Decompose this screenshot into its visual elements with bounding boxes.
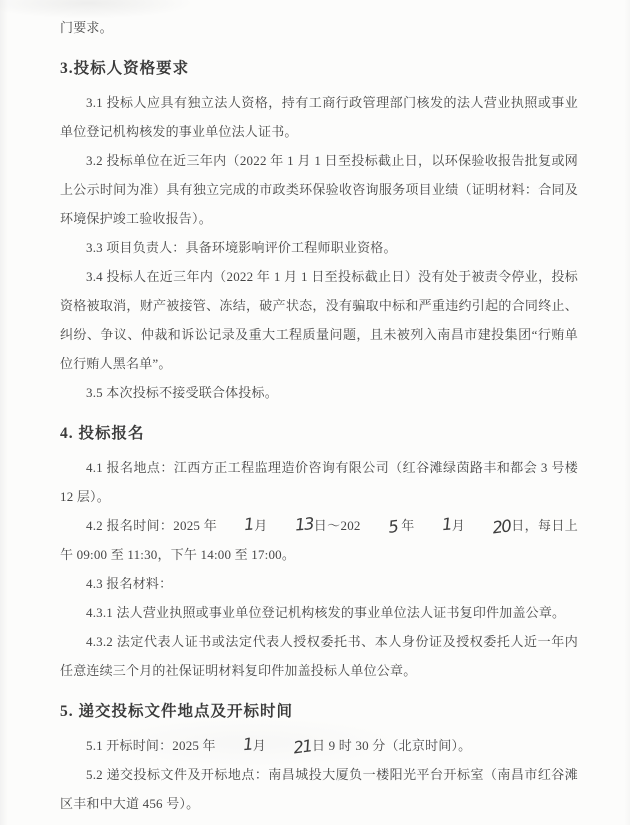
section-3-heading: 3.投标人资格要求 bbox=[60, 60, 190, 77]
section-4-heading: 4. 投标报名 bbox=[60, 425, 145, 442]
handwritten-month-start: 1 bbox=[243, 514, 254, 535]
para-3-2: 3.2 投标单位在近三年内（2022 年 1 月 1 日至投标截止日，以环保验收报告批复或网上公示时间为准）具有独立完成的市政类环保验收咨询服务项目业绩（证明材料：合同及环境保护竣工验收报告）。 bbox=[60, 153, 578, 226]
para-4-2-mid3: 年 bbox=[397, 518, 415, 533]
handwritten-open-month: 1 bbox=[241, 734, 253, 755]
para-4-2-mid2: 日～202 bbox=[313, 518, 361, 533]
handwritten-month-end: 1 bbox=[440, 514, 452, 535]
para-4-2-lead: 4.2 报名时间：2025 年 bbox=[86, 518, 218, 533]
handwritten-year-digit: 5 bbox=[386, 516, 399, 537]
para-3-3: 3.3 项目负责人：具备环境影响评价工程师职业资格。 bbox=[86, 240, 397, 255]
para-5-2: 5.2 递交投标文件及开标地点：南昌城投大厦负一楼阳光平台开标室（南昌市红谷滩区丰和中大道 456 号）。 bbox=[60, 767, 578, 811]
para-5-1-mid1: 月 bbox=[252, 738, 266, 753]
para-4-2-tail: 日，每日上午 09:00 至 11:30，下午 14:00 至 17:00。 bbox=[60, 518, 578, 562]
para-3-5: 3.5 本次投标不接受联合体投标。 bbox=[86, 385, 278, 400]
handwritten-open-day: 21 bbox=[292, 736, 313, 758]
para-4-2-mid1: 月 bbox=[254, 518, 268, 533]
para-5-1-lead: 5.1 开标时间：2025 年 bbox=[86, 738, 216, 753]
section-5-heading: 5. 递交投标文件地点及开标时间 bbox=[60, 703, 294, 720]
para-4-3-1: 4.3.1 法人营业执照或事业单位登记机构核发的事业单位法人证书复印件加盖公章。 bbox=[86, 605, 566, 620]
para-5-1 bbox=[60, 731, 578, 760]
handwritten-day-start: 13 bbox=[293, 514, 314, 535]
para-4-2 bbox=[60, 511, 578, 569]
para-3-1: 3.1 投标人应具有独立法人资格，持有工商行政管理部门核发的法人营业执照或事业单位登记机构核发的事业单位法人证书。 bbox=[60, 95, 578, 139]
handwritten-day-end: 20 bbox=[491, 516, 512, 538]
continuation-line: 门要求。 bbox=[60, 20, 113, 35]
para-4-3: 4.3 报名材料： bbox=[86, 576, 173, 591]
para-4-2-mid4: 月 bbox=[451, 518, 466, 533]
para-4-3-2: 4.3.2 法定代表人证书或法定代表人授权委托书、本人身份证及授权委托人近一年内任意连续三个月的社保证明材料复印件加盖投标人单位公章。 bbox=[60, 634, 578, 678]
para-5-1-tail: 日 9 时 30 分（北京时间）。 bbox=[311, 738, 472, 753]
para-4-1: 4.1 报名地点：江西方正工程监理造价咨询有限公司（红谷滩绿茵路丰和都会 3 号楼 12 层）。 bbox=[60, 460, 578, 504]
para-3-4: 3.4 投标人在近三年内（2022 年 1 月 1 日至投标截止日）没有处于被责令停业，投标资格被取消，财产被接管、冻结，破产状态，没有骗取中标和严重违约引起的合同终止、纠纷、争议、仲裁和诉讼记录及重大工程质量问题，且未被列入南昌市建投集团“行贿单位行贿人黑名单”。 bbox=[60, 269, 578, 371]
